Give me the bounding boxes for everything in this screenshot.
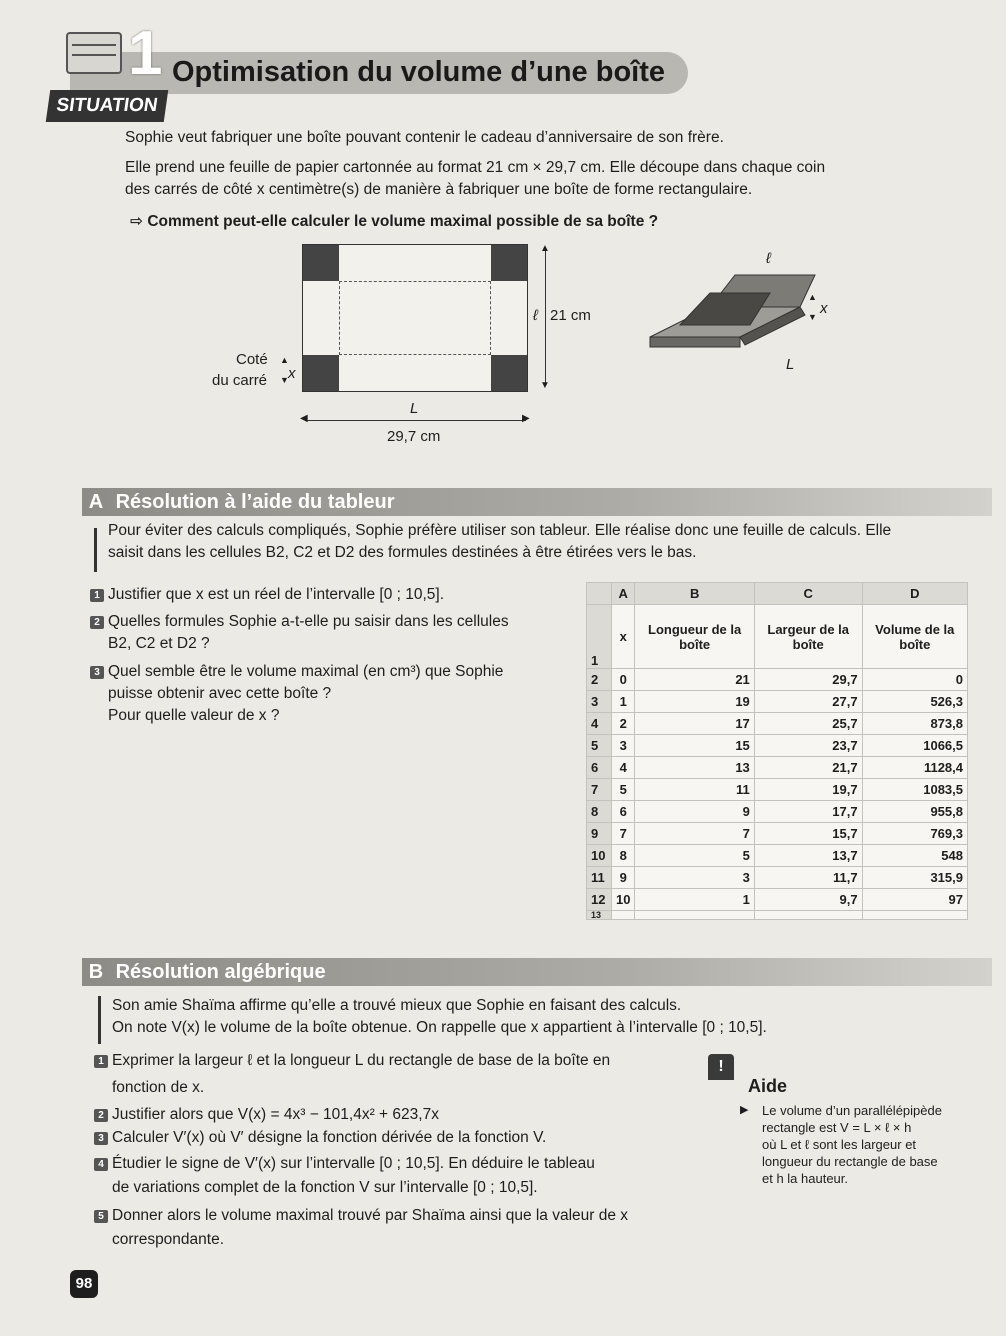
arrow-right-icon: ⇨: [130, 213, 143, 230]
q3-text-line2: puisse obtenir avec cette boîte ?: [108, 685, 332, 702]
box-label-L: L: [786, 356, 795, 373]
table-cell: 21,7: [754, 757, 862, 779]
section-a-letter: A: [88, 491, 104, 513]
table-cell: 13: [635, 757, 754, 779]
label-29-7cm: 29,7 cm: [387, 428, 441, 445]
table-cell: 17,7: [754, 801, 862, 823]
label-l: ℓ: [533, 307, 538, 324]
q-number-badge: 3: [90, 666, 104, 679]
table-cell: 4: [612, 757, 635, 779]
b-q1-line1: Exprimer la largeur ℓ et la longueur L du rectangle de base de la boîte en: [112, 1052, 611, 1069]
section-a-q3: [90, 661, 503, 683]
table-cell: 13,7: [754, 845, 862, 867]
row-header: 13: [587, 911, 612, 920]
q-number-badge: 1: [94, 1055, 108, 1068]
table-cell: 6: [612, 801, 635, 823]
table-row: [587, 691, 968, 713]
table-row: [587, 669, 968, 691]
height-dimension-line: [545, 250, 546, 384]
q-number-badge: 4: [94, 1158, 108, 1171]
table-cell: 5: [635, 845, 754, 867]
row-header: 8: [587, 801, 612, 823]
section-b-letter: B: [88, 961, 104, 983]
box-label-l: ℓ: [766, 250, 771, 267]
label-x: x: [288, 365, 296, 382]
table-cell: 10: [612, 889, 635, 911]
col-header: A: [612, 583, 635, 605]
table-row: [587, 735, 968, 757]
table-cell: 3: [612, 735, 635, 757]
situation-label: SITUATION: [46, 90, 168, 122]
col-header: D: [862, 583, 967, 605]
situation-question-text: Comment peut-elle calculer le volume maximal possible de sa boîte ?: [147, 213, 659, 230]
aide-line2: rectangle est V = L × ℓ × h: [762, 1120, 912, 1135]
box-front-edge: [650, 337, 740, 347]
fold-line: [339, 281, 340, 355]
arrow-down-icon: ▼: [540, 380, 550, 391]
table-cell: 3: [635, 867, 754, 889]
header-cell-largeur: Largeur de la boîte: [754, 605, 862, 669]
fold-line: [339, 354, 491, 355]
table-cell: 548: [862, 845, 967, 867]
label-du-carre-text: du carré: [212, 372, 268, 389]
table-cell: 769,3: [862, 823, 967, 845]
label-21cm: 21 cm: [550, 307, 591, 324]
table-cell: 5: [612, 779, 635, 801]
fold-line: [339, 281, 491, 282]
section-a-q1: [90, 584, 444, 606]
q-number-badge: 2: [94, 1109, 108, 1122]
section-b-q5: [94, 1205, 628, 1227]
table-cell: 1083,5: [862, 779, 967, 801]
situation-p1: Sophie veut fabriquer une boîte pouvant contenir le cadeau d’anniversaire de son frère.: [125, 129, 724, 146]
b-q2-text: Justifier alors que V(x) = 4x³ − 101,4x² + 623,7x: [112, 1106, 439, 1123]
table-cell: 17: [635, 713, 754, 735]
q-number-badge: 1: [90, 589, 104, 602]
table-row: [587, 779, 968, 801]
section-b-intro-line1: Son amie Shaïma affirme qu’elle a trouvé mieux que Sophie en faisant des calculs.: [112, 997, 682, 1014]
activity-number: 1: [128, 19, 163, 88]
arrow-up-icon: ▲: [540, 243, 550, 254]
section-a-bar: [82, 488, 992, 516]
section-b-bar: [82, 958, 992, 986]
aide-line4: longueur du rectangle de base: [762, 1154, 938, 1169]
row-header: 7: [587, 779, 612, 801]
aide-line1: Le volume d’un parallélépipède: [762, 1103, 942, 1118]
double-arrow-icon: ▲ ▼: [280, 355, 289, 385]
section-b-q3: [94, 1127, 546, 1149]
row-header: 3: [587, 691, 612, 713]
table-cell: 9: [635, 801, 754, 823]
aide-line3: où L et ℓ sont les largeur et: [762, 1137, 917, 1152]
table-cell: 1: [612, 691, 635, 713]
table-cell: 11: [635, 779, 754, 801]
page-title: Optimisation du volume d’une boîte: [172, 56, 666, 88]
table-row: [587, 801, 968, 823]
b-q3-text: Calculer V′(x) où V′ désigne la fonction dérivée de la fonction V.: [112, 1129, 547, 1146]
fold-line: [490, 281, 491, 355]
table-cell: 23,7: [754, 735, 862, 757]
row-header: 12: [587, 889, 612, 911]
table-cell: 15,7: [754, 823, 862, 845]
table-cell: 9: [612, 867, 635, 889]
header-cell-longueur: Longueur de la boîte: [635, 605, 754, 669]
table-row: [587, 845, 968, 867]
header-cell-x: x: [612, 605, 635, 669]
q-number-badge: 5: [94, 1210, 108, 1223]
q2-text-line2: B2, C2 et D2 ?: [108, 635, 210, 652]
label-cote: Coté: [236, 351, 268, 368]
header-cell-volume: Volume de la boîte: [862, 605, 967, 669]
b-q4-line2: de variations complet de la fonction V sur l’intervalle [0 ; 10,5].: [112, 1179, 538, 1196]
corner-square: [303, 245, 339, 281]
spreadsheet-body: [587, 669, 968, 911]
warning-icon: !: [708, 1054, 734, 1080]
page-number: 98: [70, 1270, 98, 1298]
table-cell: 1128,4: [862, 757, 967, 779]
q1-text: Justifier que x est un réel de l’intervalle [0 ; 10,5].: [108, 586, 445, 603]
section-b-title: Résolution algébrique: [115, 961, 326, 983]
q3-text-line1: Quel semble être le volume maximal (en cm³) que Sophie: [108, 663, 504, 680]
row-header: 2: [587, 669, 612, 691]
table-cell: 25,7: [754, 713, 862, 735]
table-cell: 21: [635, 669, 754, 691]
width-dimension-line: [306, 420, 526, 421]
section-b-q2: [94, 1104, 439, 1126]
b-q1-line2: fonction de x.: [112, 1079, 205, 1096]
situation-question: [130, 212, 658, 231]
table-cell: 15: [635, 735, 754, 757]
row-header: 6: [587, 757, 612, 779]
q2-text-line1: Quelles formules Sophie a-t-elle pu saisir dans les cellules: [108, 613, 509, 630]
corner-square: [491, 355, 527, 391]
table-cell: 97: [862, 889, 967, 911]
table-row: [587, 867, 968, 889]
corner-square: [491, 245, 527, 281]
arrow-right-icon: ▶: [522, 413, 530, 424]
spreadsheet-table: [586, 582, 968, 920]
col-header: B: [635, 583, 754, 605]
b-q5-line2: correspondante.: [112, 1231, 225, 1248]
table-cell: 19: [635, 691, 754, 713]
table-cell: 955,8: [862, 801, 967, 823]
table-cell: 0: [862, 669, 967, 691]
table-cell: 27,7: [754, 691, 862, 713]
section-b-rule: [98, 996, 101, 1044]
aide-title: Aide: [748, 1076, 788, 1096]
arrow-right-icon: ▶: [740, 1104, 749, 1116]
b-q4-line1: Étudier le signe de V′(x) sur l’intervalle [0 ; 10,5]. En déduire le tableau: [112, 1155, 595, 1172]
arrow-left-icon: ◀: [300, 413, 308, 424]
col-header: C: [754, 583, 862, 605]
row-header: 10: [587, 845, 612, 867]
table-cell: 315,9: [862, 867, 967, 889]
row-header: 4: [587, 713, 612, 735]
aide-text: [762, 1102, 992, 1187]
section-a-rule: [94, 528, 97, 572]
table-cell: 0: [612, 669, 635, 691]
row-header: 5: [587, 735, 612, 757]
corner-cell: [587, 583, 612, 605]
row-header: 11: [587, 867, 612, 889]
q-number-badge: 2: [90, 616, 104, 629]
situation-p2-line1: Elle prend une feuille de papier cartonnée au format 21 cm × 29,7 cm. Elle découpe dans chaque coin: [125, 159, 826, 176]
aide-line5: et h la hauteur.: [762, 1171, 849, 1186]
table-cell: 1066,5: [862, 735, 967, 757]
table-row: [587, 713, 968, 735]
section-a-intro-line2: saisit dans les cellules B2, C2 et D2 des formules destinées à être étirées vers le bas.: [108, 544, 697, 561]
box-label-x: x: [820, 300, 828, 317]
table-cell: 19,7: [754, 779, 862, 801]
table-row: [587, 823, 968, 845]
section-b-q1: [94, 1050, 610, 1072]
table-cell: 873,8: [862, 713, 967, 735]
table-row: [587, 757, 968, 779]
table-cell: 8: [612, 845, 635, 867]
sheet-diagram: [302, 244, 528, 392]
row-header: 1: [587, 605, 612, 669]
section-a-q2: [90, 611, 509, 633]
table-cell: 11,7: [754, 867, 862, 889]
table-cell: 29,7: [754, 669, 862, 691]
table-cell: 526,3: [862, 691, 967, 713]
corner-square: [303, 355, 339, 391]
table-cell: 1: [635, 889, 754, 911]
box-height-arrow-icon: ▲ ▼: [808, 292, 817, 322]
table-cell: 7: [635, 823, 754, 845]
situation-p2-line2: des carrés de côté x centimètre(s) de manière à fabriquer une boîte de forme rectangulaire.: [125, 181, 753, 198]
section-b-q4: [94, 1153, 595, 1175]
label-L: L: [410, 400, 419, 417]
section-b-intro-line2: On note V(x) le volume de la boîte obtenue. On rappelle que x appartient à l’intervalle [0 ; 10,5].: [112, 1019, 767, 1036]
q3-text-line3: Pour quelle valeur de x ?: [108, 707, 280, 724]
table-cell: 7: [612, 823, 635, 845]
row-header: 9: [587, 823, 612, 845]
q-number-badge: 3: [94, 1132, 108, 1145]
section-a-title: Résolution à l’aide du tableur: [115, 491, 395, 513]
spreadsheet-icon: [66, 32, 122, 74]
table-cell: 9,7: [754, 889, 862, 911]
b-q5-line1: Donner alors le volume maximal trouvé par Shaïma ainsi que la valeur de x: [112, 1207, 629, 1224]
table-cell: 2: [612, 713, 635, 735]
section-a-intro-line1: Pour éviter des calculs compliqués, Sophie préfère utiliser son tableur. Elle réalise donc une feuille de calculs. Elle: [108, 522, 892, 539]
table-row: [587, 889, 968, 911]
